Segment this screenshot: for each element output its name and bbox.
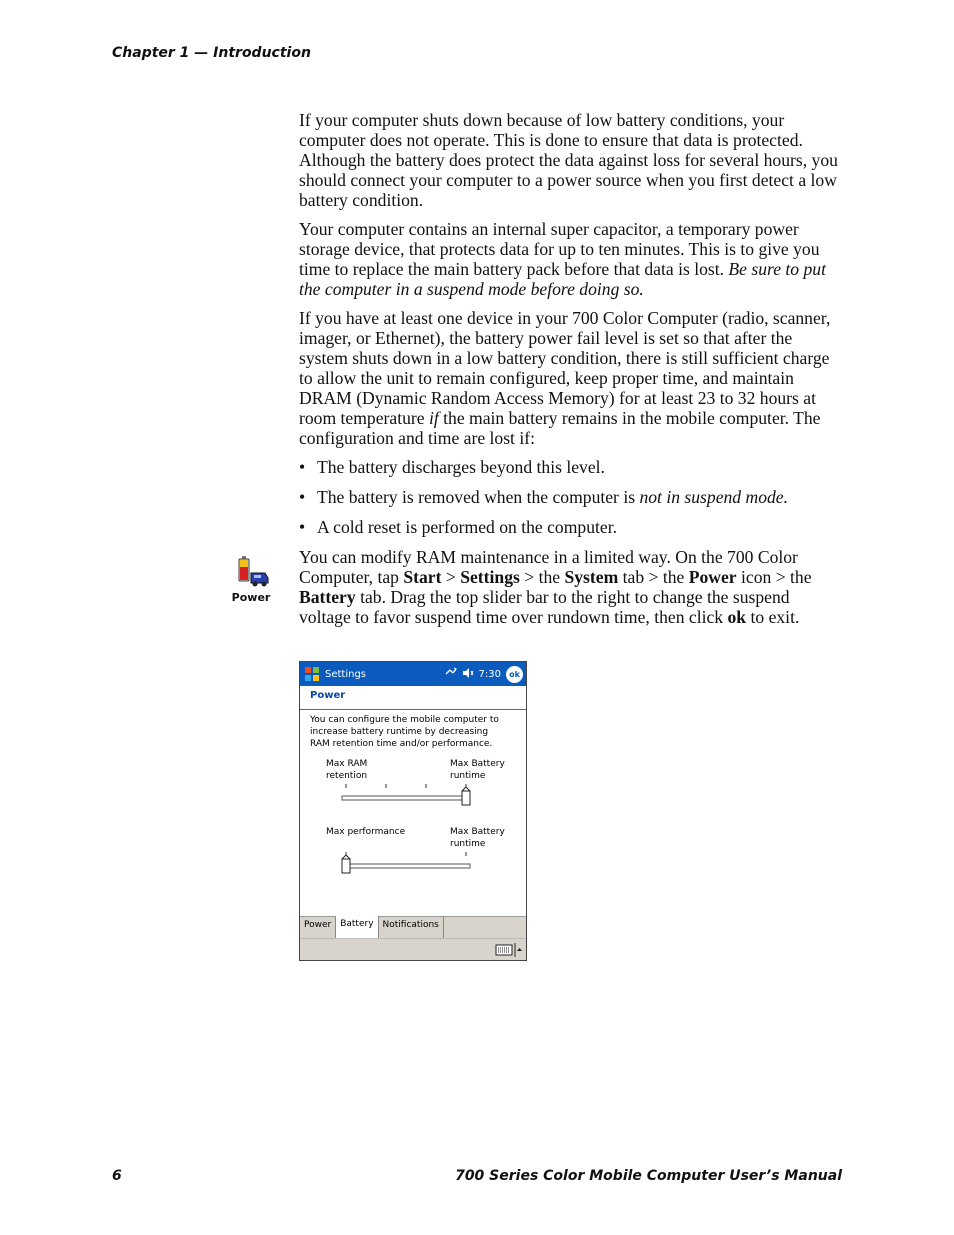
power-description: You can configure the mobile computer to increase battery runtime by decreasing RAM retention time and/or performance. xyxy=(310,715,499,749)
p3-italic: if xyxy=(428,408,439,428)
title-bar xyxy=(300,662,526,686)
p4-battery: Battery xyxy=(299,587,356,607)
tab-bar xyxy=(300,916,526,938)
performance-slider[interactable] xyxy=(338,850,478,876)
manual-title: 700 Series Color Mobile Computer User’s Manual xyxy=(455,1168,842,1184)
bullet-item-discharge: • The battery discharges beyond this level. xyxy=(299,457,844,477)
p4-e: tab. Drag the top slider bar to the right to change the suspend voltage to favor suspend time over rundown time, then click xyxy=(299,587,790,627)
paragraph-power-fail xyxy=(299,308,844,448)
running-head: Chapter 1 — Introduction xyxy=(112,45,311,61)
page-title: Power xyxy=(300,686,526,710)
app-title: Settings xyxy=(325,668,367,680)
p4-system: System xyxy=(564,567,619,587)
slider1-thumb[interactable] xyxy=(462,787,470,805)
p4-gt1: > xyxy=(441,567,461,587)
bullet-item-removed xyxy=(299,487,844,507)
volume-icon[interactable] xyxy=(462,667,474,682)
p4-b: > the xyxy=(519,567,565,587)
tab-power[interactable]: Power xyxy=(300,917,336,938)
connectivity-icon[interactable] xyxy=(445,667,457,682)
p4-ok: ok xyxy=(727,607,747,627)
settings-screenshot xyxy=(299,661,527,961)
menu-bar xyxy=(300,938,526,960)
slider2-thumb[interactable] xyxy=(342,855,350,873)
p3-b: the main battery remains in the mobile computer. The configuration and time are lost if: xyxy=(299,408,821,448)
p4-c: tab > the xyxy=(618,567,689,587)
p4-power: Power xyxy=(688,567,737,587)
start-menu-icon[interactable] xyxy=(303,665,321,683)
tab-notifications[interactable]: Notifications xyxy=(379,917,444,938)
p4-start: Start xyxy=(403,567,442,587)
p4-f: to exit. xyxy=(746,607,800,627)
clock[interactable]: 7:30 xyxy=(478,668,501,680)
ram-retention-slider[interactable] xyxy=(338,782,478,808)
body-text xyxy=(299,110,844,636)
paragraph-ram-maintenance xyxy=(299,547,844,627)
paragraph-low-battery: If your computer shuts down because of low battery conditions, your computer does not operate. This is done to ensure that data is protected. Although the battery does protect the data against loss for several hours, you should connect your computer to a power source when you first detect a low battery condition. xyxy=(299,110,838,210)
p2-italic: Be sure to put the computer in a suspend mode before doing so. xyxy=(299,259,826,299)
bullet-item-cold-reset: • A cold reset is performed on the computer. xyxy=(299,517,844,537)
ok-button[interactable]: ok xyxy=(506,666,523,683)
keyboard-icon[interactable] xyxy=(495,942,523,958)
battery-power-icon xyxy=(231,553,271,589)
slider1-right-label: Max Battery runtime xyxy=(450,759,505,781)
p4-settings: Settings xyxy=(460,567,520,587)
p3-a: If you have at least one device in your 700 Color Computer (radio, scanner, imager, or Ethernet), the battery power fail level is set so that after the system shuts down in a low battery condition, there is still sufficient charge to allow the unit to remain configured, keep proper time, and maintain DRAM (Dynamic Random Access Memory) for at least 23 to 32 hours at room temperature xyxy=(299,308,831,428)
bullet-list xyxy=(299,457,844,537)
bullet2-a: The battery is removed when the computer is xyxy=(317,487,640,507)
slider1-left-label: Max RAM retention xyxy=(326,759,368,781)
paragraph-super-capacitor xyxy=(299,219,844,299)
power-margin-icon xyxy=(230,553,272,604)
p4-a: You can modify RAM maintenance in a limited way. On the 700 Color Computer, tap xyxy=(299,547,798,587)
p2-text: Your computer contains an internal super capacitor, a temporary power storage device, that protects data for up to ten minutes. This is to give you time to replace the main battery pack before that data is lost. xyxy=(299,219,820,279)
bullet2-italic: not in suspend mode. xyxy=(639,487,789,507)
slider2-left-label: Max performance xyxy=(326,827,406,837)
slider2-right-label: Max Battery runtime xyxy=(450,827,505,849)
power-icon-label: Power xyxy=(231,591,271,604)
tab-battery[interactable]: Battery xyxy=(336,916,378,938)
page-number: 6 xyxy=(112,1168,122,1184)
p4-d: icon > the xyxy=(736,567,812,587)
